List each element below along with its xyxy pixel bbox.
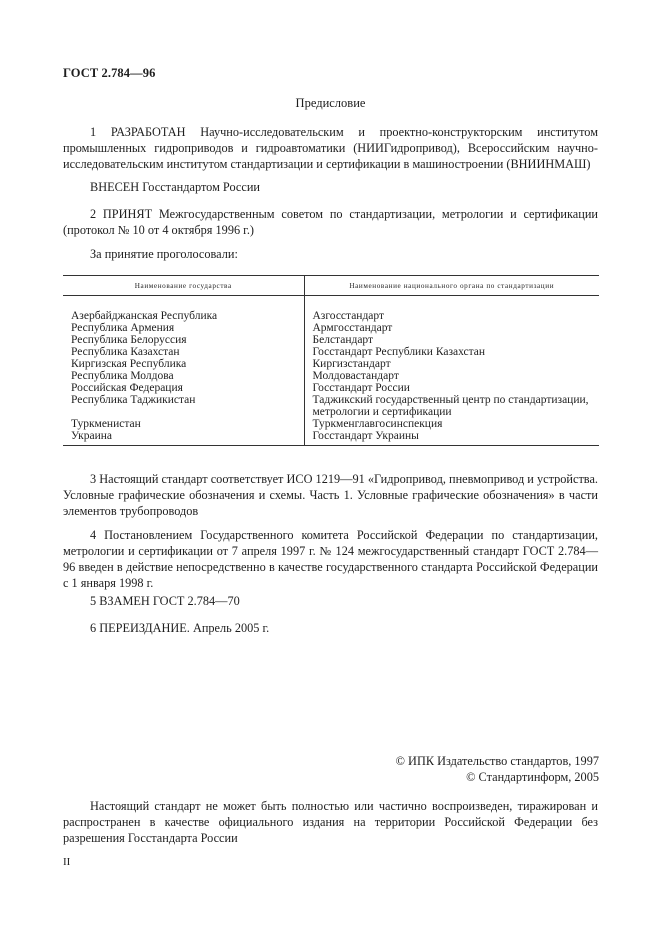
cell-state: Республика Казахстан — [71, 346, 180, 358]
voted-intro: За принятие проголосовали: — [90, 247, 238, 261]
table-row — [63, 322, 599, 334]
table-row — [63, 370, 599, 382]
cell-state: Республика Армения — [71, 322, 175, 334]
paragraph-lead: 6 ПЕРЕИЗДАНИЕ. — [90, 621, 190, 635]
paragraph-lead: 2 ПРИНЯТ — [90, 207, 153, 221]
table-header-state: Наименование государства — [63, 276, 304, 296]
table-header-body: Наименование национального органа по стандартизации — [304, 276, 599, 296]
cell-body: Армгосстандарт — [304, 322, 599, 334]
table-row — [63, 394, 599, 418]
document-id: ГОСТ 2.784—96 — [63, 66, 156, 80]
cell-body: Туркменглавгосинспекция — [304, 418, 599, 430]
cell-state: Российская Федерация — [71, 382, 183, 394]
table-row — [63, 334, 599, 346]
cell-body: Госстандарт Украины — [304, 430, 599, 446]
cell-state: Киргизская Республика — [71, 358, 187, 370]
table-header-row — [63, 276, 599, 296]
copyright-line: © ИПК Издательство стандартов, 1997 — [395, 754, 599, 768]
voting-table — [63, 275, 599, 446]
cell-state: Азербайджанская Республика — [71, 310, 218, 322]
cell-body: Белстандарт — [304, 334, 599, 346]
cell-body-line: Таджикский государственный центр по стандартизации, — [312, 394, 589, 406]
paragraph-text: Госстандартом России — [139, 180, 260, 194]
reproduction-notice: Настоящий стандарт не может быть полностью или частично воспроизведен, тиражирован и распространен в качестве официального издания на территории Российской Федерации без разрешения Госстандарта России — [63, 799, 598, 845]
paragraph-reissue — [63, 620, 598, 636]
cell-body: Госстандарт Республики Казахстан — [304, 346, 599, 358]
paragraph-adopted — [63, 206, 598, 238]
cell-state: Республика Молдова — [71, 370, 174, 382]
paragraph-developed — [63, 124, 598, 172]
cell-state: Республика Таджикистан — [71, 394, 196, 406]
table-row — [63, 418, 599, 430]
cell-body: Киргизстандарт — [304, 358, 599, 370]
table-row — [63, 310, 599, 322]
paragraph-introduced — [63, 179, 598, 195]
cell-body — [304, 394, 599, 418]
copyright-block — [396, 753, 599, 785]
table-row — [63, 430, 599, 446]
paragraph-decree: 4 Постановлением Государственного комитета Российской Федерации по стандартизации, метрологии и сертификации от 7 апреля 1997 г. № 124 межгосударственный стандарт ГОСТ 2.784—96 введен в действие непосредственно в качестве государственного стандарта Российской Федерации с 1 января 1998 г. — [63, 528, 598, 590]
paragraph-text: Межгосударственным советом по стандартизации, метрологии и сертификации (протокол № 10 от 4 октября 1996 г.) — [63, 207, 598, 237]
cell-body-line: метрологии и сертификации — [312, 406, 452, 418]
paragraph-lead: 1 РАЗРАБОТАН — [90, 125, 186, 139]
table-row — [63, 382, 599, 394]
paragraph-conformity: 3 Настоящий стандарт соответствует ИСО 1219—91 «Гидропривод, пневмопривод и устройства. Условные графические обозначения и схемы. Часть 1. Условные графические обозначения» в части элементов трубопроводов — [63, 472, 598, 518]
section-title: Предисловие — [295, 96, 366, 110]
cell-state: Туркменистан — [71, 418, 141, 430]
cell-body: Госстандарт России — [304, 382, 599, 394]
cell-body: Молдовастандарт — [304, 370, 599, 382]
paragraph-replaces: 5 ВЗАМЕН ГОСТ 2.784—70 — [90, 594, 240, 608]
cell-body: Азгосстандарт — [304, 310, 599, 322]
page-number: II — [63, 856, 71, 868]
paragraph-lead: ВНЕСЕН — [90, 180, 140, 194]
cell-state: Украина — [63, 430, 304, 446]
table-row — [63, 346, 599, 358]
paragraph-text: Научно-исследовательским и проектно-конструкторским институтом промышленных гидроприводов и гидроавтоматики (НИИГидропривод), Всероссийским научно-исследовательским институтом стандартизации и сертификации в машиностроении (ВНИИНМАШ) — [63, 125, 598, 171]
copyright-line: © Стандартинформ, 2005 — [466, 770, 599, 784]
cell-state: Республика Белоруссия — [71, 334, 187, 346]
table-row — [63, 358, 599, 370]
paragraph-text: Апрель 2005 г. — [189, 621, 270, 635]
